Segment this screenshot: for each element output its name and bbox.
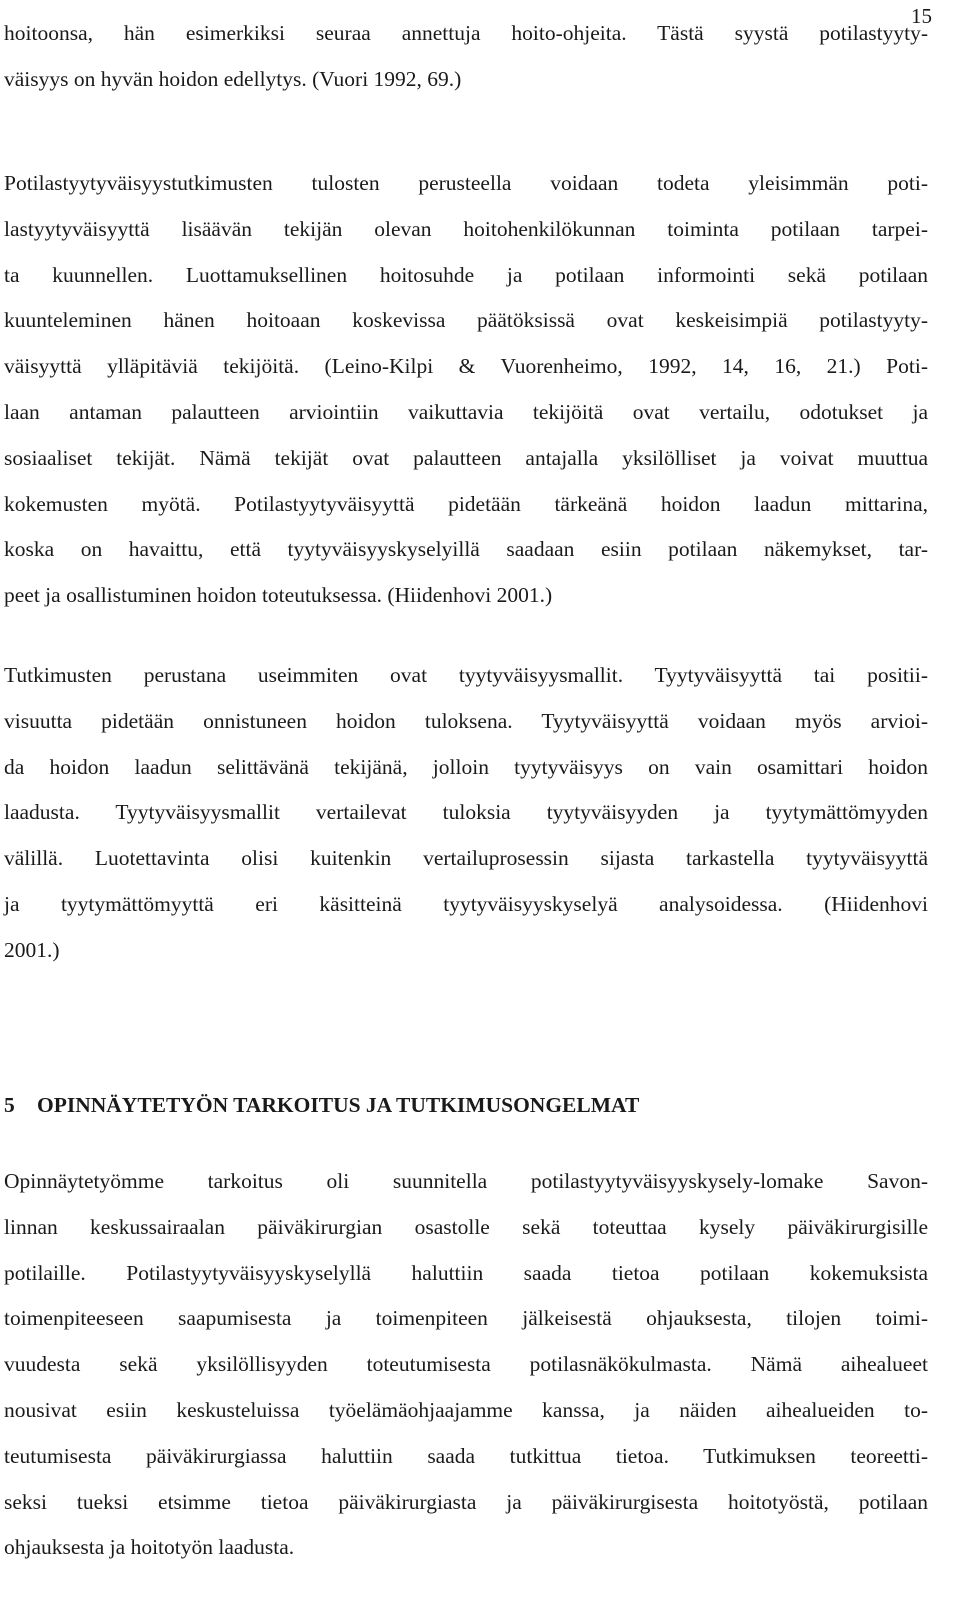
text-line: 2001.) [4, 937, 60, 962]
text-line: väisyys on hyvän hoidon edellytys. (Vuori 1992, 69.) [4, 66, 462, 91]
text-line: ja tyytymättömyyttä eri käsitteinä tyytyväisyyskyselyä analysoidessa. (Hiidenhovi [4, 891, 928, 916]
text-line: vuudesta sekä yksilöllisyyden toteutumisesta potilasnäkökulmasta. Nämä aihealueet [4, 1352, 928, 1377]
text-line: laan antaman palautteen arviointiin vaikuttavia tekijöitä ovat vertailu, odotukset ja [4, 399, 928, 424]
text-line: toimenpiteeseen saapumisesta ja toimenpiteen jälkeisestä ohjauksesta, tilojen toimi- [4, 1306, 928, 1331]
section-number: 5 [4, 1093, 15, 1117]
section-paragraph [4, 1159, 928, 1571]
text-line: ohjauksesta ja hoitotyön laadusta. [4, 1535, 295, 1560]
text-line: laadusta. Tyytyväisyysmallit vertailevat tuloksia tyytyväisyyden ja tyytymättömyyden [4, 800, 928, 825]
section-title: OPINNÄYTETYÖN TARKOITUS JA TUTKIMUSONGELMAT [37, 1093, 640, 1117]
text-line: hoitoonsa, hän esimerkiksi seuraa annettuja hoito-ohjeita. Tästä syystä potilastyyty- [4, 21, 928, 45]
text-line: Tutkimusten perustana useimmiten ovat tyytyväisyysmallit. Tyytyväisyyttä tai positii- [4, 663, 928, 687]
paragraph-2 [4, 161, 928, 619]
text-line: Potilastyytyväisyystutkimusten tulosten perusteella voidaan todeta yleisimmän poti- [4, 171, 928, 195]
text-line: visuutta pidetään onnistuneen hoidon tuloksena. Tyytyväisyyttä voidaan myös arvioi- [4, 708, 928, 733]
text-line: teutumisesta päiväkirurgiassa haluttiin saada tutkittua tietoa. Tutkimuksen teoreetti- [4, 1443, 928, 1468]
text-line: potilaille. Potilastyytyväisyyskyselyllä haluttiin saada tietoa potilaan kokemuksista [4, 1260, 928, 1285]
text-line: peet ja osallistuminen hoidon toteutuksessa. (Hiidenhovi 2001.) [4, 583, 553, 608]
text-line: da hoidon laadun selittävänä tekijänä, jolloin tyytyväisyys on vain osamittari hoidon [4, 754, 928, 779]
text-line: linnan keskussairaalan päiväkirurgian osastolle sekä toteuttaa kysely päiväkirurgisille [4, 1214, 928, 1239]
text-line: nousivat esiin keskusteluissa työelämäohjaajamme kanssa, ja näiden aihealueiden to- [4, 1397, 928, 1422]
text-line: välillä. Luotettavinta olisi kuitenkin vertailuprosessin sijasta tarkastella tyytyväisyyttä [4, 846, 928, 871]
page-number: 15 [911, 4, 932, 28]
section-heading [4, 1093, 639, 1118]
text-line: ta kuunnellen. Luottamuksellinen hoitosuhde ja potilaan informointi sekä potilaan [4, 262, 928, 287]
text-line: koska on havaittu, että tyytyväisyyskyselyillä saadaan esiin potilaan näkemykset, tar- [4, 537, 928, 562]
text-line: seksi tueksi etsimme tietoa päiväkirurgiasta ja päiväkirurgisesta hoitotyöstä, potilaan [4, 1489, 928, 1514]
text-line: sosiaaliset tekijät. Nämä tekijät ovat palautteen antajalla yksilölliset ja voivat muuttua [4, 445, 928, 470]
text-line: kuunteleminen hänen hoitoaan koskevissa päätöksissä ovat keskeisimpiä potilastyyty- [4, 308, 928, 333]
text-line: Opinnäytetyömme tarkoitus oli suunnitella potilastyytyväisyyskysely-lomake Savon- [4, 1169, 928, 1193]
paragraph-3 [4, 653, 928, 974]
text-line: väisyyttä ylläpitäviä tekijöitä. (Leino-Kilpi & Vuorenheimo, 1992, 14, 16, 21.) Poti- [4, 354, 928, 379]
paragraph-1 [4, 11, 928, 103]
text-line: kokemusten myötä. Potilastyytyväisyyttä pidetään tärkeänä hoidon laadun mittarina, [4, 491, 928, 516]
text-line: lastyytyväisyyttä lisäävän tekijän olevan hoitohenkilökunnan toiminta potilaan tarpei- [4, 216, 928, 241]
